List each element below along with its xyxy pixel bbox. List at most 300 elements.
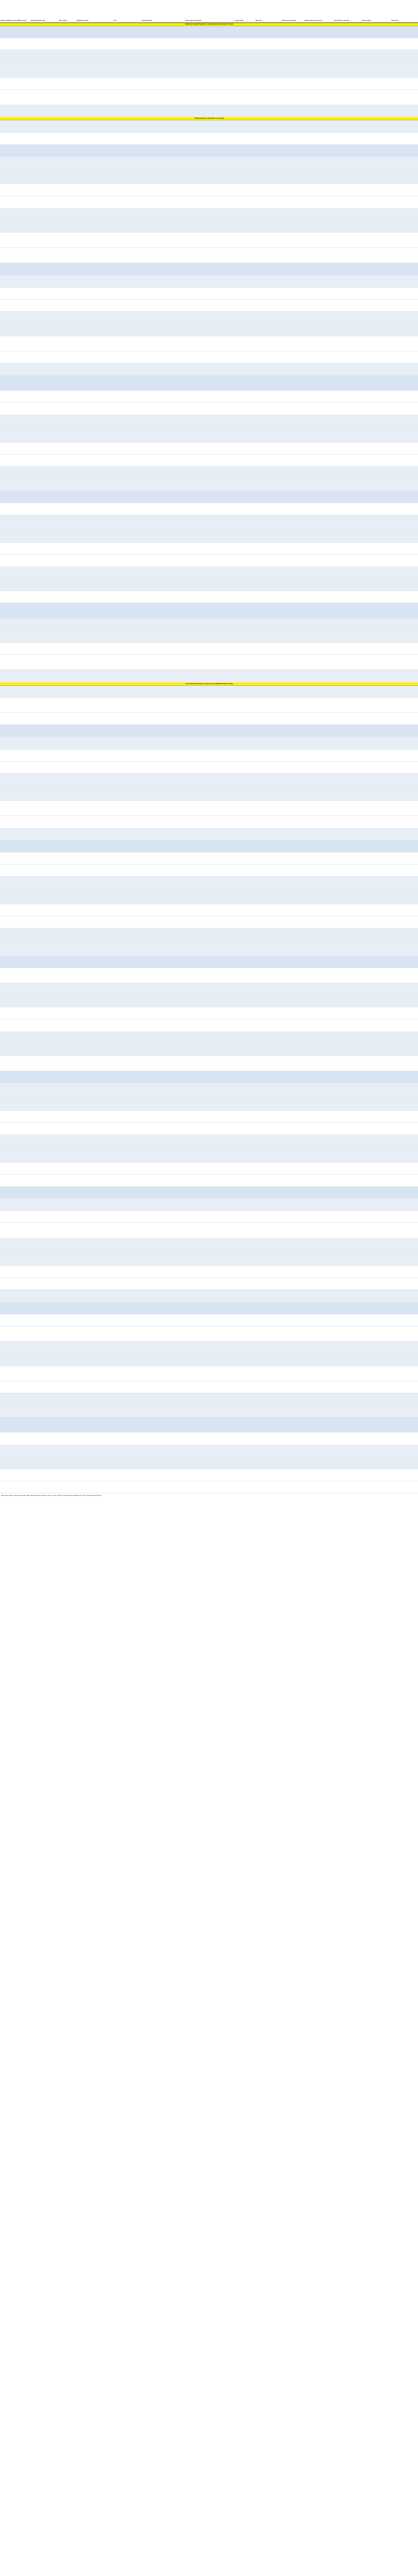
- table-cell: [141, 801, 185, 816]
- table-cell: [234, 542, 255, 554]
- table-cell: [113, 1253, 141, 1265]
- table-cell: [362, 1354, 391, 1366]
- column-header: Breast Cancer Recurrence: [304, 0, 333, 23]
- table-cell: [281, 904, 304, 916]
- table-cell: [76, 467, 113, 479]
- table-cell: [0, 26, 30, 38]
- table-cell: [185, 1238, 234, 1253]
- table-cell: [0, 1056, 30, 1071]
- table-cell: [141, 62, 185, 77]
- table-cell: [76, 184, 113, 196]
- table-cell: [59, 1481, 76, 1493]
- table-cell: [304, 968, 333, 983]
- table-cell: [141, 1019, 185, 1031]
- table-cell: [281, 1007, 304, 1019]
- table-cell: [234, 248, 255, 263]
- table-cell: [333, 1162, 362, 1174]
- table-cell: [59, 220, 76, 232]
- table-cell: [281, 220, 304, 232]
- table-cell: [391, 761, 418, 773]
- table-cell: [281, 324, 304, 336]
- table-cell: [362, 697, 391, 712]
- table-cell: [59, 184, 76, 196]
- table-cell: [304, 1381, 333, 1393]
- table-cell: [76, 515, 113, 530]
- table-cell: [0, 840, 30, 852]
- table-cell: [255, 749, 281, 761]
- table-cell: [281, 995, 304, 1007]
- table-cell: [141, 479, 185, 491]
- table-cell: [255, 1366, 281, 1381]
- table-row: [0, 591, 418, 603]
- table-row: [0, 184, 418, 196]
- table-cell: [333, 591, 362, 603]
- table-cell: [0, 503, 30, 515]
- column-header: Implant Results: [141, 0, 185, 23]
- table-row: [0, 105, 418, 117]
- table-cell: [304, 1238, 333, 1253]
- table-cell: [304, 336, 333, 351]
- table-cell: [59, 1162, 76, 1174]
- table-cell: [362, 1469, 391, 1481]
- table-cell: [113, 1211, 141, 1223]
- table-cell: [391, 670, 418, 682]
- table-cell: [0, 184, 30, 196]
- table-cell: [113, 983, 141, 995]
- table-cell: [76, 1433, 113, 1445]
- table-cell: [141, 1354, 185, 1366]
- table-cell: [304, 287, 333, 299]
- table-cell: [76, 455, 113, 467]
- table-cell: [304, 816, 333, 828]
- table-cell: [59, 1174, 76, 1186]
- table-cell: [59, 591, 76, 603]
- table-cell: [234, 1147, 255, 1162]
- table-cell: [391, 1302, 418, 1314]
- table-cell: [362, 208, 391, 220]
- table-row: [0, 995, 418, 1007]
- table-row: [0, 554, 418, 566]
- table-cell: [76, 491, 113, 503]
- table-cell: [255, 1253, 281, 1265]
- table-cell: [59, 415, 76, 427]
- table-cell: [113, 455, 141, 467]
- table-cell: [76, 1238, 113, 1253]
- table-cell: [333, 816, 362, 828]
- table-cell: [333, 916, 362, 928]
- table-cell: [255, 233, 281, 248]
- table-cell: [59, 801, 76, 816]
- table-cell: [185, 415, 234, 427]
- table-cell: [281, 877, 304, 892]
- table-cell: [141, 1405, 185, 1417]
- table-cell: [333, 1278, 362, 1290]
- table-cell: [141, 655, 185, 670]
- table-cell: [281, 77, 304, 89]
- table-cell: [333, 1147, 362, 1162]
- table-cell: [185, 156, 234, 172]
- table-cell: [391, 1469, 418, 1481]
- table-cell: [76, 643, 113, 655]
- table-row: [0, 26, 418, 38]
- table-row: [0, 1366, 418, 1381]
- table-cell: [0, 1162, 30, 1174]
- table-cell: [304, 1031, 333, 1043]
- table-cell: [362, 363, 391, 375]
- table-cell: [255, 1433, 281, 1445]
- table-cell: [304, 184, 333, 196]
- table-cell: [333, 479, 362, 491]
- table-cell: [185, 1381, 234, 1393]
- table-cell: [391, 1122, 418, 1134]
- table-cell: [304, 275, 333, 287]
- table-cell: [0, 1223, 30, 1238]
- table-cell: [76, 376, 113, 391]
- table-cell: [185, 184, 234, 196]
- table-cell: [113, 1302, 141, 1314]
- table-row: [0, 156, 418, 172]
- table-cell: [362, 865, 391, 877]
- table-cell: [391, 1098, 418, 1110]
- table-cell: [76, 427, 113, 442]
- table-cell: [281, 26, 304, 38]
- table-cell: [333, 904, 362, 916]
- table-cell: [76, 156, 113, 172]
- table-cell: [59, 630, 76, 642]
- table-cell: [281, 630, 304, 642]
- table-row: [0, 391, 418, 403]
- table-cell: [333, 1326, 362, 1341]
- table-cell: [113, 1135, 141, 1147]
- table-cell: [185, 1043, 234, 1056]
- table-row: [0, 1071, 418, 1083]
- table-cell: [304, 1393, 333, 1405]
- table-cell: [304, 1469, 333, 1481]
- table-cell: [0, 983, 30, 995]
- table-cell: [234, 1007, 255, 1019]
- table-cell: [333, 1354, 362, 1366]
- table-cell: [185, 1342, 234, 1354]
- table-row: [0, 196, 418, 208]
- table-cell: [0, 287, 30, 299]
- table-cell: [113, 62, 141, 77]
- table-cell: [281, 263, 304, 275]
- table-cell: [255, 566, 281, 578]
- table-cell: [234, 1223, 255, 1238]
- table-cell: [113, 248, 141, 263]
- table-cell: [141, 1071, 185, 1083]
- table-cell: [304, 1253, 333, 1265]
- table-cell: [362, 1314, 391, 1326]
- table-cell: [185, 801, 234, 816]
- table-cell: [141, 1266, 185, 1278]
- table-cell: [255, 26, 281, 38]
- table-cell: [391, 351, 418, 363]
- table-cell: [59, 1469, 76, 1481]
- table-cell: [30, 156, 59, 172]
- table-cell: [304, 515, 333, 530]
- table-cell: [333, 172, 362, 184]
- table-cell: [234, 208, 255, 220]
- table-cell: [0, 554, 30, 566]
- table-cell: [76, 1122, 113, 1134]
- table-cell: [234, 363, 255, 375]
- table-cell: [304, 77, 333, 89]
- table-cell: [234, 591, 255, 603]
- table-cell: [141, 120, 185, 132]
- table-cell: [255, 1174, 281, 1186]
- table-cell: [391, 591, 418, 603]
- table-cell: [255, 172, 281, 184]
- table-cell: [113, 1393, 141, 1405]
- table-cell: [0, 1110, 30, 1122]
- table-cell: [30, 853, 59, 865]
- table-cell: [113, 916, 141, 928]
- table-cell: [185, 1031, 234, 1043]
- table-row: [0, 1147, 418, 1162]
- table-cell: [59, 144, 76, 156]
- table-cell: [281, 248, 304, 263]
- table-cell: [0, 579, 30, 591]
- table-cell: [391, 542, 418, 554]
- table-cell: [76, 132, 113, 144]
- table-cell: [76, 363, 113, 375]
- table-cell: [391, 263, 418, 275]
- table-cell: [113, 1223, 141, 1238]
- table-cell: [391, 1186, 418, 1198]
- table-cell: [59, 670, 76, 682]
- table-cell: [76, 916, 113, 928]
- table-cell: [255, 685, 281, 697]
- table-cell: [234, 916, 255, 928]
- table-cell: [0, 479, 30, 491]
- table-cell: [0, 120, 30, 132]
- table-cell: [391, 554, 418, 566]
- table-cell: [30, 801, 59, 816]
- table-cell: [30, 670, 59, 682]
- table-cell: [391, 530, 418, 542]
- table-cell: [76, 554, 113, 566]
- table-cell: [141, 184, 185, 196]
- table-cell: [113, 1405, 141, 1417]
- table-cell: [362, 643, 391, 655]
- table-cell: [281, 1326, 304, 1341]
- table-cell: [234, 324, 255, 336]
- table-cell: [76, 248, 113, 263]
- table-cell: [255, 630, 281, 642]
- table-cell: [76, 591, 113, 603]
- table-cell: [333, 1393, 362, 1405]
- table-cell: [255, 156, 281, 172]
- table-cell: [0, 643, 30, 655]
- table-cell: [333, 1290, 362, 1302]
- table-cell: [76, 655, 113, 670]
- table-cell: [304, 376, 333, 391]
- table-cell: [391, 904, 418, 916]
- table-cell: [281, 479, 304, 491]
- table-row: [0, 828, 418, 840]
- table-cell: [255, 1056, 281, 1071]
- table-cell: [255, 467, 281, 479]
- table-cell: [362, 287, 391, 299]
- table-cell: [281, 233, 304, 248]
- table-cell: [141, 1253, 185, 1265]
- table-cell: [333, 542, 362, 554]
- table-cell: [59, 749, 76, 761]
- table-cell: [391, 120, 418, 132]
- table-cell: [234, 828, 255, 840]
- table-cell: [234, 491, 255, 503]
- table-cell: [281, 670, 304, 682]
- table-cell: [185, 1405, 234, 1417]
- table-row: [0, 566, 418, 578]
- table-cell: [30, 579, 59, 591]
- table-cell: [362, 1031, 391, 1043]
- table-cell: [59, 1302, 76, 1314]
- table-cell: [0, 725, 30, 737]
- table-row: [0, 1122, 418, 1134]
- table-cell: [304, 120, 333, 132]
- table-cell: [59, 248, 76, 263]
- table-row: [0, 415, 418, 427]
- table-cell: [234, 1122, 255, 1134]
- table-cell: [234, 62, 255, 77]
- table-cell: [391, 1071, 418, 1083]
- table-cell: [362, 655, 391, 670]
- table-cell: [333, 442, 362, 455]
- table-cell: [281, 1481, 304, 1493]
- table-cell: [0, 995, 30, 1007]
- table-cell: [185, 220, 234, 232]
- table-cell: [281, 1393, 304, 1405]
- table-cell: [333, 737, 362, 749]
- table-cell: [281, 1043, 304, 1056]
- table-cell: [281, 105, 304, 117]
- table-cell: [76, 670, 113, 682]
- table-cell: [362, 1211, 391, 1223]
- table-cell: [281, 275, 304, 287]
- table-cell: [255, 761, 281, 773]
- table-cell: [391, 156, 418, 172]
- table-cell: [113, 579, 141, 591]
- table-cell: [333, 630, 362, 642]
- table-cell: [76, 983, 113, 995]
- table-cell: [113, 503, 141, 515]
- table-cell: [255, 1457, 281, 1469]
- table-cell: [281, 363, 304, 375]
- table-cell: [304, 697, 333, 712]
- table-cell: [391, 1056, 418, 1071]
- table-cell: [391, 1342, 418, 1354]
- table-cell: [113, 840, 141, 852]
- table-cell: [76, 1019, 113, 1031]
- table-cell: [234, 503, 255, 515]
- table-cell: [113, 479, 141, 491]
- table-cell: [234, 403, 255, 415]
- table-cell: [0, 156, 30, 172]
- table-cell: [185, 1147, 234, 1162]
- table-row: [0, 643, 418, 655]
- table-cell: [76, 263, 113, 275]
- table-cell: [391, 579, 418, 591]
- table-cell: [304, 503, 333, 515]
- table-cell: [30, 554, 59, 566]
- table-cell: [333, 1223, 362, 1238]
- table-cell: [391, 184, 418, 196]
- table-cell: [0, 1199, 30, 1211]
- table-cell: [30, 287, 59, 299]
- table-cell: [185, 479, 234, 491]
- table-cell: [113, 1098, 141, 1110]
- table-cell: [113, 376, 141, 391]
- table-cell: [30, 442, 59, 455]
- table-cell: [185, 697, 234, 712]
- table-row: [0, 1278, 418, 1290]
- table-cell: [113, 761, 141, 773]
- table-cell: [141, 983, 185, 995]
- table-cell: [304, 312, 333, 324]
- table-cell: [59, 156, 76, 172]
- table-cell: [30, 248, 59, 263]
- table-cell: [362, 403, 391, 415]
- table-cell: [281, 1147, 304, 1162]
- table-cell: [362, 591, 391, 603]
- table-cell: [255, 1405, 281, 1417]
- table-cell: [255, 1278, 281, 1290]
- table-cell: [333, 530, 362, 542]
- table-cell: [30, 196, 59, 208]
- table-cell: [59, 816, 76, 828]
- table-cell: [185, 1007, 234, 1019]
- table-cell: [59, 1457, 76, 1469]
- table-cell: [255, 697, 281, 712]
- table-cell: [234, 618, 255, 630]
- table-cell: [234, 299, 255, 311]
- table-cell: [255, 299, 281, 311]
- table-cell: [391, 442, 418, 455]
- table-cell: [30, 1314, 59, 1326]
- table-cell: [333, 1266, 362, 1278]
- table-cell: [333, 467, 362, 479]
- table-cell: [362, 38, 391, 50]
- table-cell: [0, 312, 30, 324]
- table-cell: [255, 786, 281, 801]
- table-cell: [234, 643, 255, 655]
- table-cell: [333, 299, 362, 311]
- table-cell: [362, 132, 391, 144]
- table-cell: [76, 1445, 113, 1457]
- table-cell: [391, 363, 418, 375]
- table-cell: [76, 773, 113, 785]
- table-cell: [304, 1071, 333, 1083]
- table-cell: [141, 1366, 185, 1381]
- table-cell: [76, 1043, 113, 1056]
- table-row: [0, 172, 418, 184]
- table-cell: [391, 1223, 418, 1238]
- table-cell: [391, 566, 418, 578]
- table-cell: [0, 38, 30, 50]
- table-cell: [30, 363, 59, 375]
- table-cell: [255, 132, 281, 144]
- table-cell: [234, 1290, 255, 1302]
- table-cell: [234, 1110, 255, 1122]
- table-cell: [234, 1381, 255, 1393]
- table-cell: [281, 1211, 304, 1223]
- table-cell: [30, 1135, 59, 1147]
- table-cell: [185, 554, 234, 566]
- table-cell: [255, 940, 281, 956]
- table-cell: [281, 1290, 304, 1302]
